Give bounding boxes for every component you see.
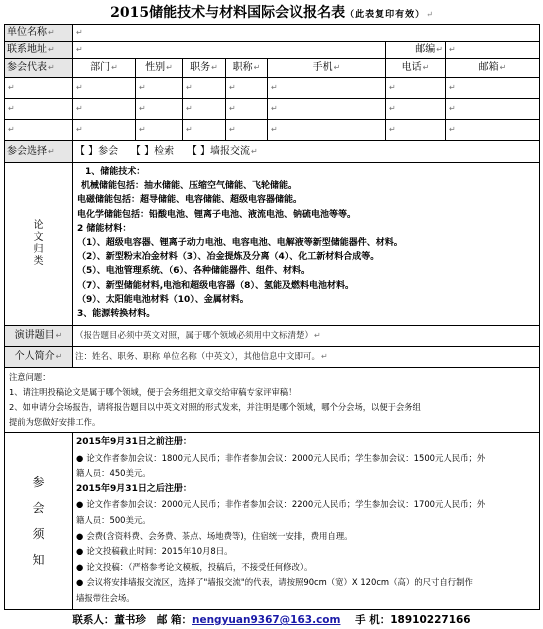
topic-field[interactable]: （报告题目必须中英文对照，属于哪个领域必须用中文标清楚）↵ <box>73 326 540 347</box>
attendee-cell[interactable]: ↵ <box>136 78 183 99</box>
attendee-name-cell[interactable]: ↵ <box>5 99 73 120</box>
attendee-cell[interactable]: ↵ <box>446 78 540 99</box>
attendee-cell[interactable]: ↵ <box>226 78 268 99</box>
contact-line <box>0 612 543 628</box>
address-row <box>5 42 540 59</box>
fees-line: ● 论文作者参加会议：2000元人民币；非作者参加会议：2200元人民币；学生参加会议：1700元人民币；外 <box>76 499 486 510</box>
form-title <box>0 3 543 25</box>
attendee-row <box>5 99 540 120</box>
attendees-header-row <box>5 59 540 78</box>
attendee-cell[interactable]: ↵ <box>268 78 386 99</box>
fees-content <box>73 433 540 610</box>
attendee-cell[interactable]: ↵ <box>183 99 226 120</box>
notes-row <box>5 368 540 433</box>
category-heading: 2 储能材料： <box>77 223 132 234</box>
col-department: 部门↵ <box>73 59 136 78</box>
option-poster-checkbox[interactable]: 【 】墙报交流 <box>186 145 250 157</box>
notes-title: 注意问题： <box>9 372 51 382</box>
fees-line: ● 论文作者参加会议：1800元人民币；非作者参加会议：2000元人民币；学生参加会议：1500元人民币；外 <box>76 452 486 463</box>
bullet-icon: ● <box>76 530 84 541</box>
title-note: （此表复印有效） <box>345 10 426 20</box>
fees-row <box>5 433 540 610</box>
attendee-cell[interactable]: ↵ <box>386 99 446 120</box>
postcode-field[interactable]: ↵ <box>446 42 540 59</box>
title-text: 2015储能技术与材料国际会议报名表 <box>110 5 346 21</box>
bullet-icon: ● <box>76 546 84 557</box>
category-heading: 1、储能技术： <box>85 167 146 177</box>
attendee-row <box>5 120 540 141</box>
attendee-cell[interactable]: ↵ <box>73 78 136 99</box>
notes-content <box>5 368 540 433</box>
contact-phone: 18910227166 <box>390 614 471 626</box>
attendee-cell[interactable]: ↵ <box>446 120 540 141</box>
fees-line: ● 论文投稿截止时间：2015年10月8日。 <box>76 546 233 557</box>
fees-line: ● 论文投稿：（严格参考论文模板，投稿后，不接受任何修改）。 <box>76 561 313 572</box>
attendee-row <box>5 78 540 99</box>
col-position: 职务↵ <box>183 59 226 78</box>
contact-person-label: 联系人： <box>72 614 115 626</box>
topic-label: 演讲题目↵ <box>5 326 73 347</box>
postcode-label: 邮编↵ <box>386 42 446 59</box>
fees-line: ● 会费(含资料费、会务费、茶点、场地费等)，住宿统一安排，费用自理。 <box>76 530 353 541</box>
col-gender: 性别↵ <box>136 59 183 78</box>
participation-options: 【 】参会 【 】检索 【 】墙报交流↵ <box>73 141 540 163</box>
col-email: 邮箱↵ <box>446 59 540 78</box>
address-field[interactable]: ↵ <box>73 42 386 59</box>
contact-email-label: 邮 箱： <box>156 614 192 626</box>
col-mobile: 手机↵ <box>268 59 386 78</box>
attendee-cell[interactable]: ↵ <box>446 99 540 120</box>
attendee-cell[interactable]: ↵ <box>73 120 136 141</box>
bullet-icon: ● <box>76 452 84 463</box>
address-label: 联系地址↵ <box>5 42 73 59</box>
fees-line: 籍人员：500美元。 <box>76 514 151 525</box>
fees-label: 参 会 须 知 <box>5 433 73 610</box>
participation-label: 参会选择↵ <box>5 141 73 163</box>
unit-name-label: 单位名称↵ <box>5 25 73 42</box>
attendee-cell[interactable]: ↵ <box>183 78 226 99</box>
bullet-icon: ● <box>76 577 84 588</box>
bullet-icon: ● <box>76 561 84 572</box>
fees-line: 籍人员：450美元。 <box>76 468 151 479</box>
attendee-cell[interactable]: ↵ <box>386 78 446 99</box>
categories-row <box>5 163 540 326</box>
category-line: （1）、超级电容器、锂离子动力电池、电容电池、电解液等新型储能器件、材料。 <box>77 238 403 249</box>
fees-after-title: 2015年9月31日之后注册： <box>76 483 192 494</box>
unit-name-field[interactable]: ↵ <box>73 25 540 42</box>
attendees-label: 参会代表↵ <box>5 59 73 78</box>
contact-phone-label: 手 机： <box>355 614 391 626</box>
topic-row <box>5 326 540 347</box>
category-line: （7）、新型储能材料,电池和超级电容器（8）、氢能及燃料电池材料。 <box>77 280 354 291</box>
registration-table <box>4 24 540 610</box>
category-line: 电磁储能包括：超导储能、电容储能、超级电容器储能。 <box>77 195 303 206</box>
categories-label: 论 文 归 类 <box>5 163 73 326</box>
category-line: （2）、新型粉末冶金材料（3）、冶金提炼及分离（4）、化工新材料合成等。 <box>77 252 380 263</box>
attendee-cell[interactable]: ↵ <box>226 120 268 141</box>
category-line: 机械储能包括：抽水储能、压缩空气储能、飞轮储能。 <box>81 181 298 192</box>
col-title: 职称↵ <box>226 59 268 78</box>
option-index-checkbox[interactable]: 【 】检索 <box>130 145 175 157</box>
contact-person: 董书珍 <box>114 614 146 626</box>
attendee-cell[interactable]: ↵ <box>183 120 226 141</box>
attendee-cell[interactable]: ↵ <box>268 120 386 141</box>
participation-row <box>5 141 540 163</box>
fees-line: 墙报带往会场。 <box>76 592 135 603</box>
category-line: 3、能源转换材料。 <box>77 309 156 320</box>
option-attend-checkbox[interactable]: 【 】参会 <box>75 145 119 157</box>
fees-before-title: 2015年9月31日之前注册： <box>76 437 192 447</box>
bio-row <box>5 347 540 368</box>
attendee-cell[interactable]: ↵ <box>226 99 268 120</box>
attendee-cell[interactable]: ↵ <box>136 99 183 120</box>
categories-content <box>73 163 540 326</box>
attendee-cell[interactable]: ↵ <box>386 120 446 141</box>
unit-name-row <box>5 25 540 42</box>
category-line: （5）、电池管理系统、（6）、各种储能器件、组件、材料。 <box>77 266 311 277</box>
attendee-cell[interactable]: ↵ <box>268 99 386 120</box>
attendee-cell[interactable]: ↵ <box>73 99 136 120</box>
category-line: （9）、太阳能电池材料（10）、金属材料。 <box>77 294 249 305</box>
attendee-name-cell[interactable]: ↵ <box>5 78 73 99</box>
attendee-cell[interactable]: ↵ <box>136 120 183 141</box>
contact-email-link[interactable]: nengyuan9367@163.com <box>191 614 341 626</box>
notes-line: 1、请注明投稿论文是属于哪个领域，便于会务组把文章交给审稿专家评审稿！ <box>9 387 297 397</box>
bio-label: 个人简介↵ <box>5 347 73 368</box>
fees-line: ● 会议将安排墙报交流区，选择了"墙报交流"的代表，请按照90cm（宽）X 120cm（高）的尺寸自行制作 <box>76 577 473 588</box>
attendee-name-cell[interactable]: ↵ <box>5 120 73 141</box>
paragraph-mark-icon: ↵ <box>426 10 433 19</box>
bullet-icon: ● <box>76 499 84 510</box>
col-phone: 电话↵ <box>386 59 446 78</box>
notes-line: 提前为您做好安排工作。 <box>9 417 101 427</box>
bio-field[interactable]: 注：姓名、职务、职称 单位名称（中英文），其他信息中文即可。↵ <box>73 347 540 368</box>
category-line: 电化学储能包括：铅酸电池、锂离子电池、液流电池、钠硫电池等等。 <box>77 209 357 220</box>
notes-line: 2、如申请分会场报告，请将报告题目以中英文对照的形式发来，并注明是哪个领域，哪个分会场，以便于会务组 <box>9 402 421 412</box>
